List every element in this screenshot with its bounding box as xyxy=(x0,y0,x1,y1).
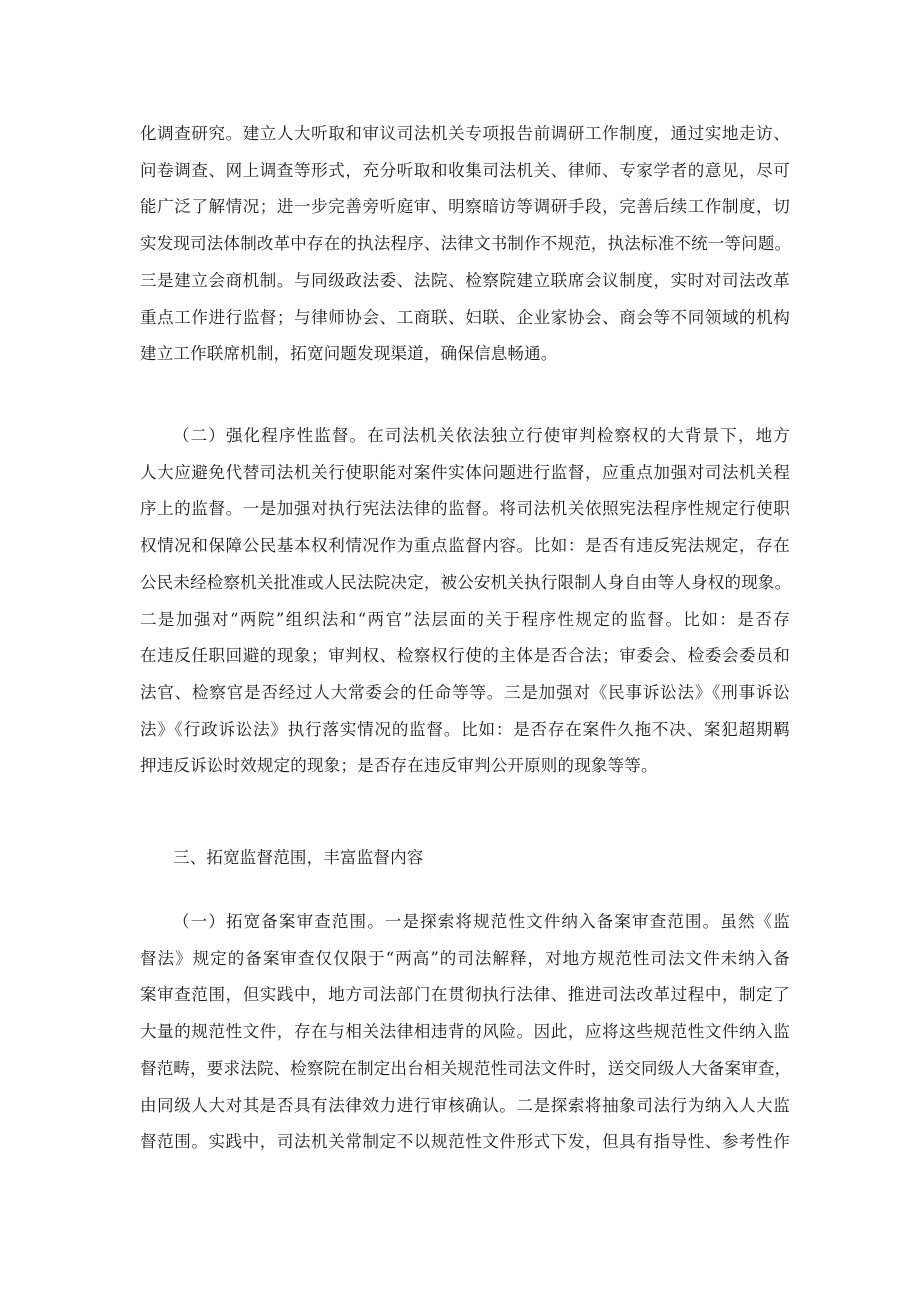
text-line: 重点工作进行监督；与律师协会、工商联、妇联、企业家协会、商会等不同领域的机构 xyxy=(140,307,790,327)
text-line: 化调查研究。建立人大听取和审议司法机关专项报告前调研工作制度，通过实地走访、 xyxy=(140,124,790,143)
text-line: 建立工作联席机制，拓宽问题发现渠道，确保信息畅通。 xyxy=(140,344,558,364)
section-heading-text: 三、拓宽监督范围，丰富监督内容 xyxy=(173,848,424,867)
text-line: 实发现司法体制改革中存在的执法程序、法律文书制作不规范，执法标准不统一等问题。 xyxy=(140,234,792,254)
text-line: 法官、检察官是否经过人大常委会的任命等等。三是加强对《民事诉讼法》《刑事诉讼 xyxy=(140,682,790,702)
text-line: 督范围。实践中，司法机关常制定不以规范性文件形式下发，但具有指导性、参考性作 xyxy=(140,1132,790,1152)
text-line: 权情况和保障公民基本权利情况作为重点监督内容。比如：是否有违反宪法规定，存在 xyxy=(140,536,790,556)
paragraph-1 xyxy=(140,116,790,373)
text-line: 由同级人大对其是否具有法律效力进行审核确认。二是探索将抽象司法行为纳入人大监 xyxy=(140,1095,790,1115)
text-line: （二）强化程序性监督。在司法机关依法独立行使审判检察权的大背景下，地方 xyxy=(173,426,790,445)
paragraph-2 xyxy=(140,418,790,785)
text-line: 大量的规范性文件，存在与相关法律相违背的风险。因此，应将这些规范性文件纳入监 xyxy=(140,1022,790,1042)
text-line: （一）拓宽备案审查范围。一是探索将规范性文件纳入备案审查范围。虽然《监 xyxy=(173,912,790,931)
text-line: 二是加强对“两院”组织法和“两官”法层面的关于程序性规定的监督。比如：是否存 xyxy=(140,609,790,629)
text-line: 督范畴，要求法院、检察院在制定出台相关规范性司法文件时，送交同级人大备案审查， xyxy=(140,1058,792,1078)
text-line: 序上的监督。一是加强对执行宪法法律的监督。将司法机关依照宪法程序性规定行使职 xyxy=(140,499,790,519)
text-line: 押违反诉讼时效规定的现象；是否存在违反审判公开原则的现象等等。 xyxy=(140,756,658,776)
text-line: 人大应避免代替司法机关行使职能对案件实体问题进行监督，应重点加强对司法机关程 xyxy=(140,462,790,482)
text-line: 法》《行政诉讼法》执行落实情况的监督。比如：是否存在案件久拖不决、案犯超期羁 xyxy=(140,719,790,739)
section-heading xyxy=(140,840,790,877)
text-line: 公民未经检察机关批准或人民法院决定，被公安机关执行限制人身自由等人身权的现象。 xyxy=(140,572,792,592)
text-line: 三是建立会商机制。与同级政法委、法院、检察院建立联席会议制度，实时对司法改革 xyxy=(140,270,790,290)
text-line: 能广泛了解情况；进一步完善旁听庭审、明察暗访等调研手段，完善后续工作制度，切 xyxy=(140,197,790,217)
text-line: 问卷调查、网上调查等形式，充分听取和收集司法机关、律师、专家学者的意见，尽可 xyxy=(140,160,790,180)
text-line: 督法》规定的备案审查仅仅限于“两高”的司法解释，对地方规范性司法文件未纳入备 xyxy=(140,948,790,968)
paragraph-4 xyxy=(140,904,790,1161)
text-line: 在违反任职回避的现象；审判权、检察权行使的主体是否合法；审委会、检委会委员和 xyxy=(140,646,790,666)
text-line: 案审查范围，但实践中，地方司法部门在贯彻执行法律、推进司法改革过程中，制定了 xyxy=(140,985,790,1005)
